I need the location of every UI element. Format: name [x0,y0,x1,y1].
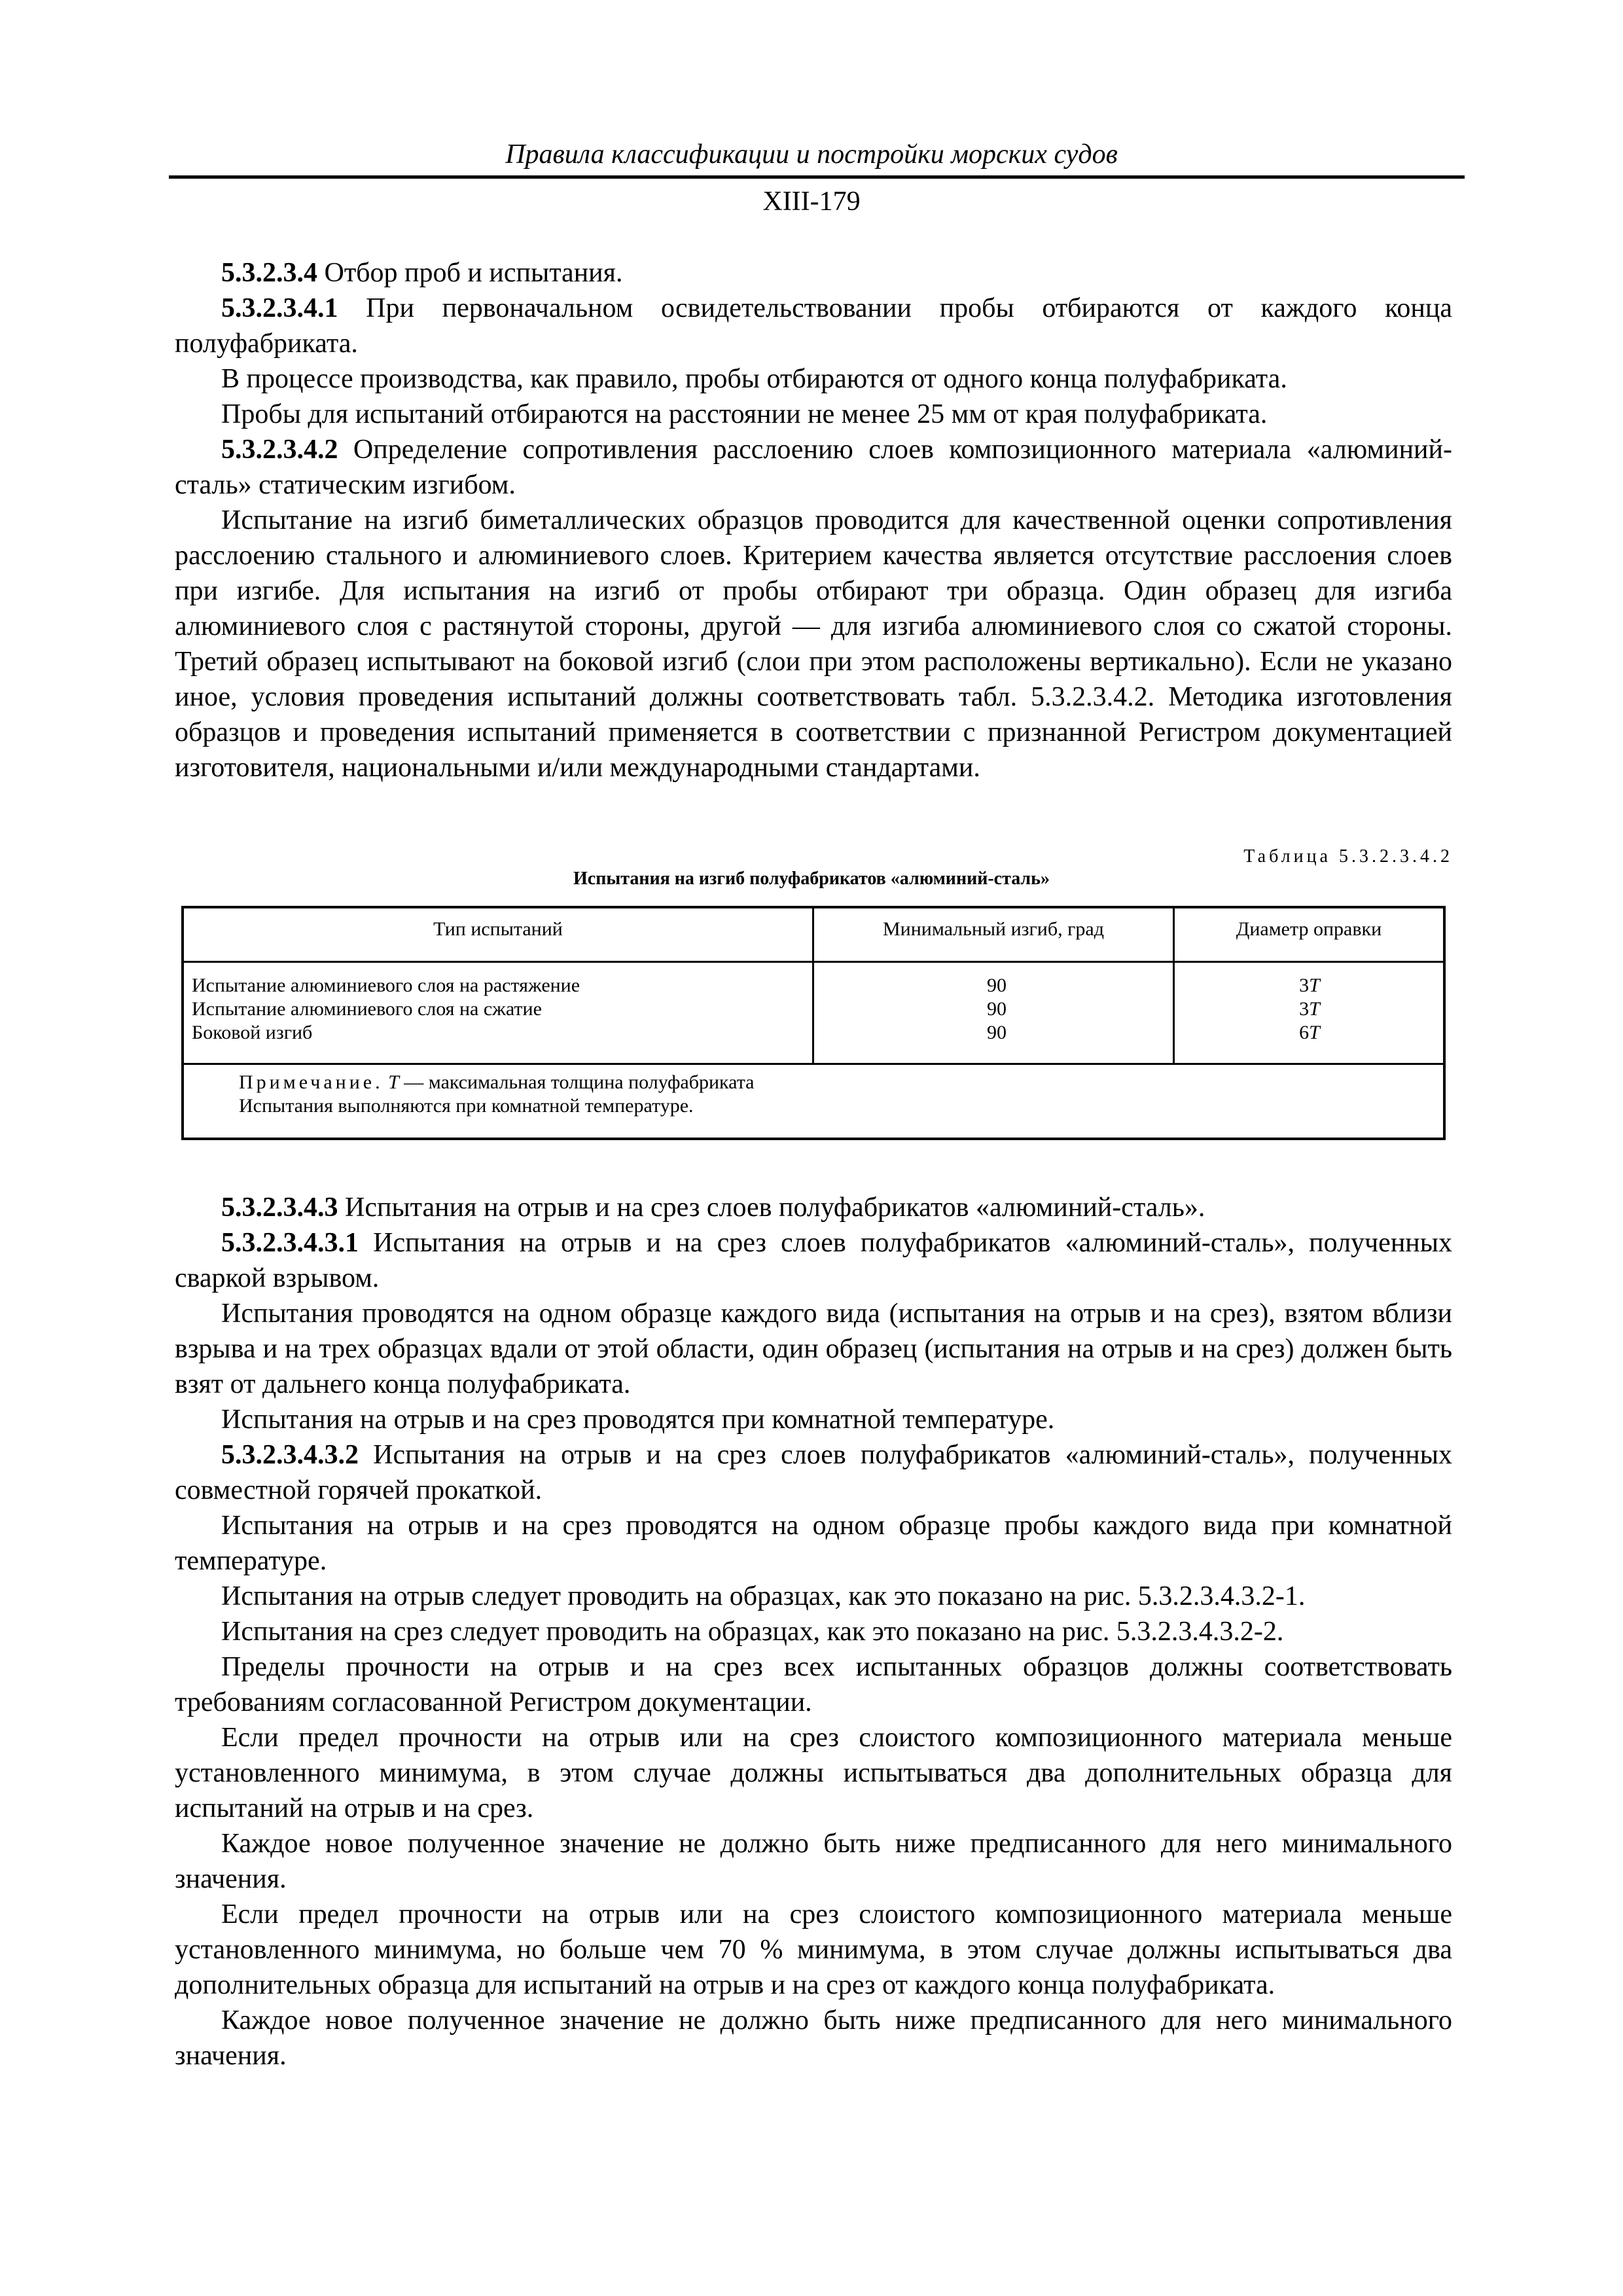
cell-coefficient: 3 [1299,998,1310,1020]
bend-test-table [181,906,1446,1140]
paragraph-text: Если предел прочности на отрыв или на срез слоистого композиционного материала меньше установленного минимума, в этом случае должны испытываться два дополнительных образца для испытаний на отрыв и на срез. [175,1723,1452,1823]
paragraph-text: Испытания на отрыв и на срез слоев полуфабрикатов «алюминий-сталь». [338,1193,1205,1223]
table-cell [1176,997,1443,1021]
column-header: Тип испытаний [433,918,563,940]
note-line [239,1071,755,1094]
table-cell: 90 [987,998,1007,1020]
note-caption: Примечание. [239,1071,383,1093]
header-row-rule [184,961,1443,963]
clause-number: 5.3.2.3.4.3.2 [221,1440,359,1470]
note-text: Испытания выполняются при комнатной температуре. [239,1095,694,1117]
paragraph-text: Испытание на изгиб биметаллических образцов проводится для качественной оценки сопротивления расслоению стального и алюминиевого слоев. Критерием качества является отсутствие расслоения слоев при изгибе. Для испытания на изгиб от пробы отбирают три образца. Один образец для изгиба алюминиевого слоя с растянутой стороны, другой — для изгиба алюминиевого слоя со сжатой стороны. Третий образец испытывают на боковой изгиб (слои при этом расположены вертикально). Если не указано иное, условия проведения испытаний должны соответствовать табл. 5.3.2.3.4.2. Методика изготовления образцов и проведения испытаний применяется в соответствии с признанной Регистром документацией изготовителя, национальными и/или международными стандартами. [175,505,1452,783]
paragraph [175,255,1452,291]
paragraph-text: Испытания на срез следует проводить на образцах, как это показано на рис. 5.3.2.3.4.3.2-2. [221,1617,1284,1647]
paragraph-text: Определение сопротивления расслоению слоев композиционного материала «алюминий-сталь» статическим изгибом. [175,435,1452,500]
table-cell: Испытание алюминиевого слоя на растяжение [192,975,580,996]
clause-number: 5.3.2.3.4.3 [221,1193,338,1223]
min-bend-column [817,974,1176,1045]
table-cell: Боковой изгиб [192,1022,313,1043]
paragraph-text: Каждое новое полученное значение не должно быть ниже предписанного для него минимального значения. [175,2005,1452,2071]
note-variable: T [388,1071,399,1093]
note-text: — максимальная толщина полуфабриката [399,1071,755,1093]
paragraph-text: Если предел прочности на отрыв или на срез слоистого композиционного материала меньше установленного минимума, но больше чем 70 % минимума, в этом случае должны испытываться два дополнительных образца для испытаний на отрыв и на срез от каждого конца полуфабриката. [175,1899,1452,2000]
paragraph-text: Испытания на отрыв и на срез слоев полуфабрикатов «алюминий-сталь», полученных совместной горячей прокаткой. [175,1440,1452,1505]
cell-coefficient: 6 [1299,1022,1310,1043]
paragraph [175,1225,1452,1296]
paragraph [175,361,1452,397]
clause-number: 5.3.2.3.4.2 [221,435,338,465]
paragraph [175,1897,1452,2003]
paragraph [175,432,1452,503]
table-cell [1176,1021,1443,1045]
paragraph-text: Пробы для испытаний отбираются на расстоянии не менее 25 мм от края полуфабриката. [221,399,1268,429]
table-label: Таблица 5.3.2.3.4.2 [1243,846,1453,867]
paragraph [175,1437,1452,1508]
test-type-column [192,974,580,1045]
table-title: Испытания на изгиб полуфабрикатов «алюминий-сталь» [573,869,1050,889]
table-cell: Испытание алюминиевого слоя на сжатие [192,998,542,1020]
paragraph [175,1296,1452,1402]
table-cell: 90 [987,1022,1007,1043]
paragraph [175,1614,1452,1649]
paragraph-text: Испытания проводятся на одном образце каждого вида (испытания на отрыв и на срез), взятом вблизи взрыва и на трех образцах вдали от этой области, один образец (испытания на отрыв и на срез) должен быть взят от дальнего конца полуфабриката. [175,1299,1452,1399]
cell-variable: T [1309,975,1320,996]
mandrel-diameter-column [1176,974,1443,1045]
paragraph [175,503,1452,785]
cell-variable: T [1309,998,1320,1020]
paragraph [175,1720,1452,1826]
section-bottom-text [175,1190,1452,2073]
paragraph-text: Испытания на отрыв и на срез проводятся при комнатной температуре. [221,1405,1055,1435]
paragraph-text: Пределы прочности на отрыв и на срез всех испытанных образцов должны соответствовать требованиям согласованной Регистром документации. [175,1652,1452,1717]
paragraph-text: Каждое новое полученное значение не должно быть ниже предписанного для него минимального значения. [175,1829,1452,1894]
running-header-title: Правила классификации и постройки морских судов [505,139,1118,170]
paragraph [175,2003,1452,2073]
paragraph-text: Испытания на отрыв и на срез слоев полуфабрикатов «алюминий-сталь», полученных сваркой взрывом. [175,1228,1452,1293]
paragraph-text: При первоначальном освидетельствовании пробы отбираются от каждого конца полуфабриката. [175,293,1452,359]
paragraph-text: Испытания на отрыв и на срез проводятся на одном образце пробы каждого вида при комнатной температуре. [175,1511,1452,1576]
table-cell [1176,974,1443,997]
clause-number: 5.3.2.3.4.3.1 [221,1228,359,1258]
paragraph [175,1508,1452,1579]
paragraph [175,397,1452,432]
paragraph-text: В процессе производства, как правило, пробы отбираются от одного конца полуфабриката. [221,364,1287,394]
paragraph [175,1190,1452,1225]
paragraph [175,1649,1452,1720]
page-number: XIII-179 [762,187,861,217]
paragraph [175,1402,1452,1437]
paragraph [175,1579,1452,1614]
paragraph [175,1826,1452,1897]
header-rule [169,175,1465,179]
cell-variable: T [1309,1022,1320,1043]
cell-coefficient: 3 [1299,975,1310,996]
clause-number: 5.3.2.3.4 [221,258,317,288]
column-header: Диаметр оправки [1236,918,1382,940]
clause-number: 5.3.2.3.4.1 [221,293,338,323]
section-top-text [175,255,1452,785]
note-row-rule [184,1063,1443,1065]
paragraph-text: Отбор проб и испытания. [317,258,623,288]
paragraph [175,291,1452,361]
table-note [239,1071,755,1118]
column-header: Минимальный изгиб, град [882,918,1105,940]
paragraph-text: Испытания на отрыв следует проводить на образцах, как это показано на рис. 5.3.2.3.4.3.2-1. [221,1581,1306,1611]
table-cell: 90 [987,975,1007,996]
